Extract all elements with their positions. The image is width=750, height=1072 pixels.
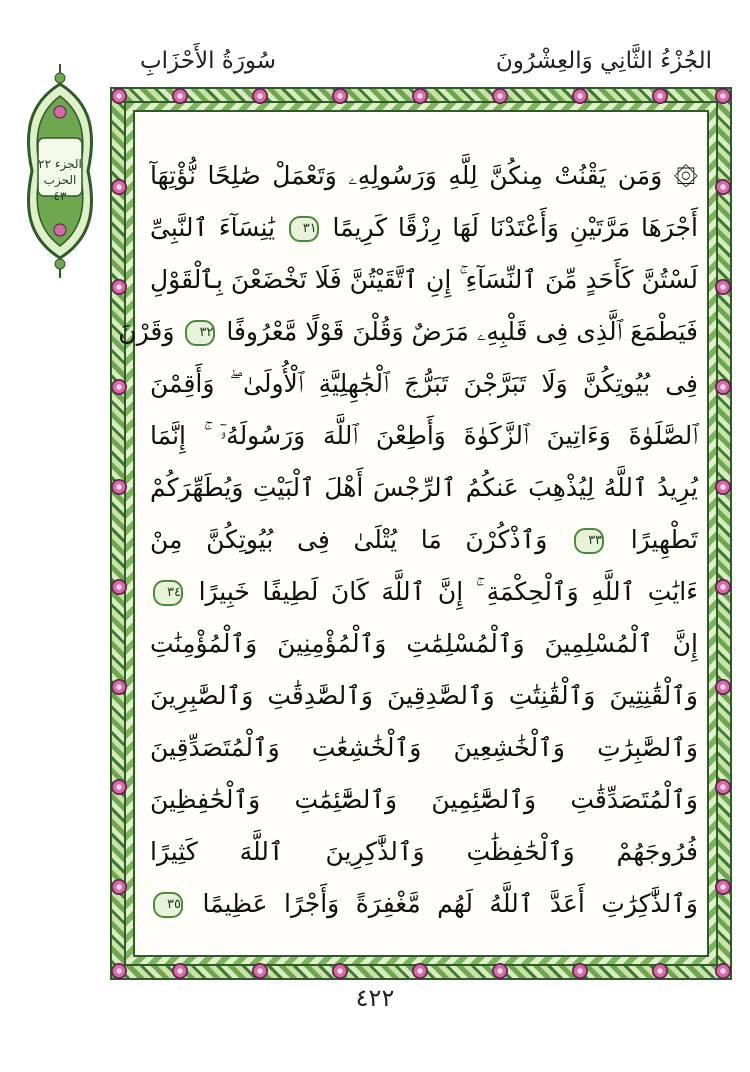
text-line — [150, 826, 698, 878]
rosette-icon — [715, 879, 731, 895]
ayah-number-marker: ٣٣ — [574, 528, 604, 554]
line-text: وَقَرْنَ — [118, 317, 175, 346]
ayah-number-marker: ٣١ — [289, 216, 319, 242]
line-text: ءَايَٰتِ ٱللَّهِ وَٱلْحِكْمَةِ ۚ إِنَّ ٱللَّهَ كَانَ لَطِيفًا خَبِيرًا — [198, 577, 698, 606]
ayah-number-marker: ٣٥ — [153, 892, 183, 918]
rosette-icon — [111, 479, 127, 495]
ayah-number-marker: ٣٤ — [153, 580, 183, 606]
rosette-icon — [715, 179, 731, 195]
line-text: تَطْهِيرًا — [630, 525, 698, 554]
rosette-icon — [111, 379, 127, 395]
rosette-icon — [111, 179, 127, 195]
rosette-icon — [715, 479, 731, 495]
text-line — [150, 202, 698, 254]
rosette-icon — [111, 88, 127, 104]
line-text: يَٰنِسَآءَ ٱلنَّبِىِّ — [150, 213, 276, 242]
page-number: ٤٢٢ — [355, 984, 395, 1012]
rosette-icon — [715, 279, 731, 295]
line-text: أَجْرَهَا مَرَّتَيْنِ وَأَعْتَدْنَا لَهَا رِزْقًا كَرِيمًا — [332, 213, 698, 242]
ayah-number-marker: ٣٢ — [185, 320, 215, 346]
rosette-icon — [172, 963, 188, 979]
line-text: وَٱلْقَٰنِتِينَ وَٱلْقَٰنِتَٰتِ وَٱلصَّٰدِقِينَ وَٱلصَّٰدِقَٰتِ وَٱلصَّٰبِرِينَ — [150, 681, 698, 710]
rosette-icon — [252, 88, 268, 104]
rosette-icon — [111, 779, 127, 795]
rosette-icon — [492, 963, 508, 979]
verse-text-block — [118, 150, 698, 950]
line-text: إِنَّ ٱلْمُسْلِمِينَ وَٱلْمُسْلِمَٰتِ وَٱلْمُؤْمِنِينَ وَٱلْمُؤْمِنَٰتِ — [150, 629, 698, 658]
line-text: فِى بُيُوتِكُنَّ وَلَا تَبَرَّجْنَ تَبَرُّجَ ٱلْجَٰهِلِيَّةِ ٱلْأُولَىٰ ۖ وَأَقِمْنَ — [150, 369, 698, 398]
rosette-icon — [715, 88, 731, 104]
line-text: وَٱلذَّٰكِرَٰتِ أَعَدَّ ٱللَّهُ لَهُم مَّغْفِرَةً وَأَجْرًا عَظِيمًا — [202, 889, 698, 918]
hizb-label: الحزب ٤٣ — [43, 173, 77, 203]
rosette-icon — [715, 963, 731, 979]
text-line — [150, 722, 698, 774]
rosette-icon — [111, 963, 127, 979]
rosette-icon — [111, 579, 127, 595]
surah-header: سُورَةُ الأَحْزَابِ — [140, 48, 277, 74]
juz-header: الجُزْءُ الثَّانِي وَالعِشْرُونَ — [495, 48, 712, 74]
rosette-icon — [172, 88, 188, 104]
text-line — [150, 410, 698, 462]
text-line — [150, 254, 698, 306]
rosette-icon — [412, 963, 428, 979]
text-line — [150, 878, 698, 930]
rosette-icon — [715, 779, 731, 795]
rosette-icon — [652, 963, 668, 979]
rosette-icon — [572, 963, 588, 979]
line-text: وَٱذْكُرْنَ مَا يُتْلَىٰ فِى بُيُوتِكُنَّ مِنْ — [150, 525, 548, 554]
rosette-icon — [715, 679, 731, 695]
text-line — [150, 462, 698, 514]
text-line — [150, 670, 698, 722]
text-line — [150, 358, 698, 410]
rosette-icon — [412, 88, 428, 104]
rosette-icon — [111, 279, 127, 295]
line-text: فُرُوجَهُمْ وَٱلْحَٰفِظَٰتِ وَٱلذَّٰكِرِينَ ٱللَّهَ كَثِيرًا — [150, 837, 698, 866]
text-line — [150, 150, 698, 202]
rosette-icon — [652, 88, 668, 104]
line-text: ٱلصَّلَوٰةَ وَءَاتِينَ ٱلزَّكَوٰةَ وَأَطِعْنَ ٱللَّهَ وَرَسُولَهُۥٓ ۚ إِنَّمَا — [150, 421, 698, 450]
rosette-icon — [572, 88, 588, 104]
line-text: ۞ وَمَن يَقْنُتْ مِنكُنَّ لِلَّهِ وَرَسُولِهِۦ وَتَعْمَلْ صَٰلِحًا نُّؤْتِهَآ — [150, 161, 698, 190]
line-text: فَيَطْمَعَ ٱلَّذِى فِى قَلْبِهِۦ مَرَضٌ وَقُلْنَ قَوْلًا مَّعْرُوفًا — [226, 317, 698, 346]
rosette-icon — [332, 88, 348, 104]
rosette-icon — [715, 579, 731, 595]
line-text: وَٱلصَّٰبِرَٰتِ وَٱلْخَٰشِعِينَ وَٱلْخَٰشِعَٰتِ وَٱلْمُتَصَدِّقِينَ — [150, 733, 698, 762]
line-text: وَٱلْمُتَصَدِّقَٰتِ وَٱلصَّٰٓئِمِينَ وَٱلصَّٰٓئِمَٰتِ وَٱلْحَٰفِظِينَ — [150, 785, 698, 814]
text-line — [150, 774, 698, 826]
rosette-icon — [252, 963, 268, 979]
text-line — [150, 566, 698, 618]
line-text: لَسْتُنَّ كَأَحَدٍ مِّنَ ٱلنِّسَآءِ ۚ إِنِ ٱتَّقَيْتُنَّ فَلَا تَخْضَعْنَ بِٱلْقَوْلِ — [150, 265, 698, 294]
text-line — [118, 306, 698, 358]
rosette-icon — [332, 963, 348, 979]
line-text: يُرِيدُ ٱللَّهُ لِيُذْهِبَ عَنكُمُ ٱلرِّجْسَ أَهْلَ ٱلْبَيْتِ وَيُطَهِّرَكُمْ — [150, 473, 698, 502]
rosette-icon — [111, 879, 127, 895]
juz-label: الجزء ٢٢ — [38, 157, 82, 171]
text-line — [150, 514, 698, 566]
rosette-icon — [715, 379, 731, 395]
hizb-marker — [18, 64, 102, 278]
rosette-icon — [492, 88, 508, 104]
rosette-icon — [111, 679, 127, 695]
text-line — [150, 618, 698, 670]
